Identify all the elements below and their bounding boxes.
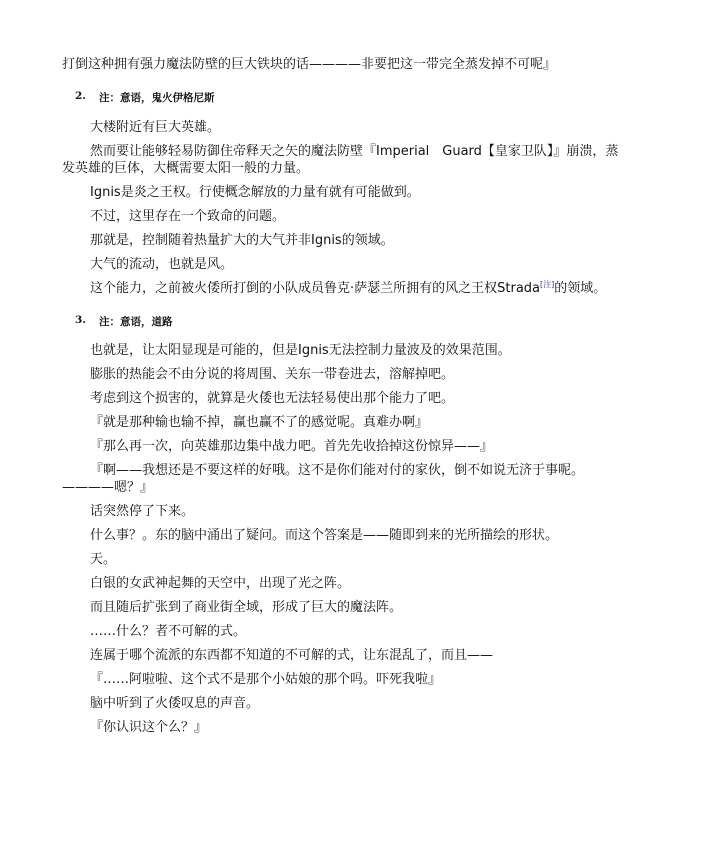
paragraph: 然而要让能够轻易防御住帝释天之矢的魔法防壁『Imperial Guard【皇家卫队】』崩溃，蒸发英雄的巨体，大概需要太阳一般的力量。 <box>62 144 619 176</box>
paragraph: 『你认识这个么？』 <box>90 720 208 735</box>
footnote-number: 3. <box>75 314 86 326</box>
paragraph: 话突然停了下来。 <box>90 504 195 519</box>
paragraph-text: 的领域。 <box>554 281 607 296</box>
paragraph: 膨胀的热能会不由分说的将周围、关东一带卷进去，溶解掉吧。 <box>90 367 455 382</box>
paragraph: 『就是那种输也输不掉，赢也赢不了的感觉呢。真难办啊』 <box>90 415 429 430</box>
paragraph: 天。 <box>90 552 117 567</box>
paragraph-text: 这个能力，之前被火倭所打倒的小队成员鲁克·萨瑟兰所拥有的风之王权Strada <box>90 281 541 296</box>
paragraph: 白银的女武神起舞的天空中，出现了光之阵。 <box>90 576 351 591</box>
paragraph: 也就是，让太阳显现是可能的，但是Ignis无法控制力量波及的效果范围。 <box>90 343 511 358</box>
paragraph: 『……阿啦啦、这个式不是那个小姑娘的那个吗。吓死我啦』 <box>90 672 442 687</box>
paragraph: 大气的流动，也就是风。 <box>90 257 234 272</box>
footnote-3 <box>75 314 622 329</box>
paragraph: 脑中听到了火倭叹息的声音。 <box>90 696 260 711</box>
paragraph: 不过，这里存在一个致命的问题。 <box>90 209 286 224</box>
paragraph: ……什么？者不可解的式。 <box>90 624 247 639</box>
paragraph: Ignis是炎之王权。行使概念解放的力量有就有可能做到。 <box>90 185 420 200</box>
footnote-number: 2. <box>75 90 86 102</box>
paragraph: 打倒这种拥有强力魔法防壁的巨大铁块的话————非要把这一带完全蒸发掉不可呢』 <box>62 57 557 72</box>
footnote-text: 注：意语，鬼火伊格尼斯 <box>99 92 215 104</box>
paragraph: 什么事？。东的脑中涌出了疑问。而这个答案是——随即到来的光所描绘的形状。 <box>90 528 559 543</box>
footnote-text: 注：意语，道路 <box>99 316 173 328</box>
footnote-2 <box>75 90 622 105</box>
paragraph <box>62 280 622 297</box>
paragraph: 那就是，控制随着热量扩大的大气并非Ignis的领域。 <box>90 233 394 248</box>
paragraph: 『啊——我想还是不要这样的好哦。这不是你们能对付的家伙，倒不如说无济于事呢。————嗯？』 <box>62 463 585 495</box>
paragraph: 考虑到这个损害的，就算是火倭也无法轻易使出那个能力了吧。 <box>90 391 455 406</box>
footnote-reference-link[interactable]: [注] <box>540 280 555 289</box>
paragraph: 连属于哪个流派的东西都不知道的不可解的式，让东混乱了，而且—— <box>90 648 494 663</box>
paragraph: 大楼附近有巨大英雄。 <box>90 120 221 135</box>
document-body <box>62 56 622 736</box>
paragraph: 而且随后扩张到了商业街全域，形成了巨大的魔法阵。 <box>90 600 403 615</box>
paragraph: 『那么再一次，向英雄那边集中战力吧。首先先收拾掉这份惊异——』 <box>90 439 494 454</box>
